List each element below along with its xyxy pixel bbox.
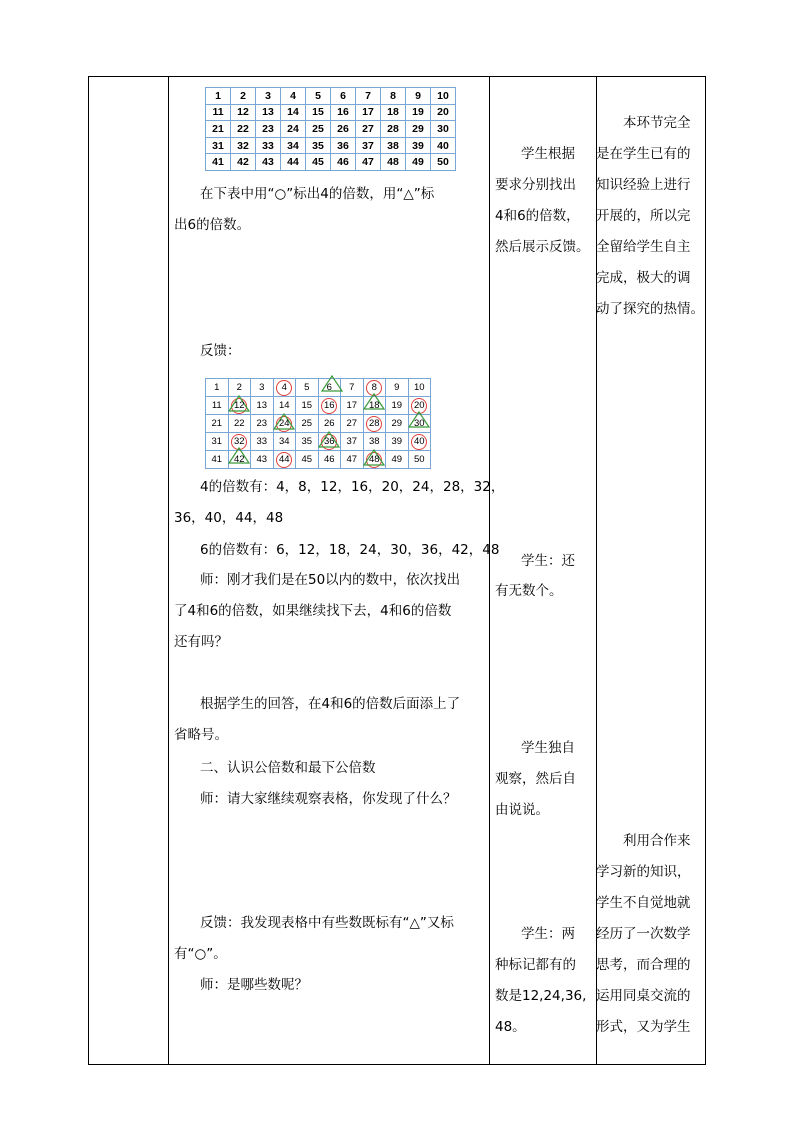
- design-intent-2-line-1: 利用合作来: [623, 833, 691, 849]
- table-cell: [363, 415, 386, 433]
- student-activity-3-line-1: 学生独自: [521, 740, 575, 756]
- table-cell: [228, 451, 251, 469]
- teacher-question-line-2: 了4和6的倍数，如果继续找下去，4和6的倍数: [174, 603, 452, 619]
- table-cell: 13: [256, 104, 281, 121]
- design-intent-1-line-5: 全留给学生自主: [596, 239, 691, 255]
- table-cell: 3: [256, 88, 281, 105]
- table-cell: 33: [256, 137, 281, 154]
- section-heading: 二、认识公倍数和最下公倍数: [200, 760, 376, 776]
- table-cell: 11: [206, 104, 231, 121]
- table-cell: 36: [331, 137, 356, 154]
- cell-number: 19: [391, 400, 403, 411]
- cell-number: 10: [413, 382, 425, 393]
- circle-mark-icon: [321, 398, 337, 414]
- table-cell: 46: [331, 154, 356, 171]
- table-cell: 20: [431, 104, 456, 121]
- feedback-answer-line-2: 有“○”。: [174, 946, 227, 962]
- table-cell: [318, 379, 341, 397]
- table-cell: 24: [281, 121, 306, 138]
- student-activity-2-line-1: 学生：还: [521, 553, 575, 569]
- column-divider: [168, 77, 169, 1064]
- table-cell: [206, 379, 229, 397]
- table-cell: [408, 415, 431, 433]
- ellipsis-note-line-1: 根据学生的回答，在4和6的倍数后面添上了: [200, 696, 461, 712]
- teacher-question-line-3: 还有吗？: [174, 634, 228, 650]
- cell-number: 4: [281, 381, 287, 393]
- table-cell: 7: [356, 88, 381, 105]
- cell-number: 43: [256, 454, 268, 465]
- cell-number: 48: [368, 453, 380, 465]
- table-cell: 14: [281, 104, 306, 121]
- table-row: [206, 88, 456, 105]
- table-cell: [386, 451, 409, 469]
- table-cell: 38: [381, 137, 406, 154]
- design-intent-2-line-5: 思考，而合理的: [596, 957, 691, 973]
- design-intent-2-line-2: 学习新的知识，: [596, 864, 691, 880]
- table-cell: 8: [381, 88, 406, 105]
- table-cell: [206, 397, 229, 415]
- table-cell: [408, 451, 431, 469]
- table-cell: [296, 451, 319, 469]
- table-cell: 25: [306, 121, 331, 138]
- cell-number: 42: [233, 454, 245, 465]
- cell-number: 50: [413, 454, 425, 465]
- table-cell: 2: [231, 88, 256, 105]
- cell-number: 27: [346, 418, 358, 429]
- table-cell: [386, 379, 409, 397]
- cell-number: 11: [211, 400, 222, 411]
- cell-number: 26: [323, 418, 335, 429]
- design-intent-1-line-6: 完成，极大的调: [596, 270, 691, 286]
- cell-number: 46: [323, 454, 335, 465]
- table-cell: [386, 415, 409, 433]
- table-cell: 44: [281, 154, 306, 171]
- table-cell: [363, 397, 386, 415]
- table-cell: 31: [206, 137, 231, 154]
- table-cell: 49: [406, 154, 431, 171]
- table-row: [206, 154, 456, 171]
- cell-number: 34: [278, 436, 290, 447]
- circle-mark-icon: [366, 452, 382, 468]
- table-row: [206, 137, 456, 154]
- cell-number: 45: [301, 454, 313, 465]
- circle-mark-icon: [231, 398, 247, 414]
- multiples-of-4-line-1: 4的倍数有：4，8，12，16，20，24，28，32，: [200, 479, 505, 495]
- table-cell: 26: [331, 121, 356, 138]
- table-cell: 29: [406, 121, 431, 138]
- student-activity-1-line-1: 学生根据: [521, 146, 575, 162]
- design-intent-1-line-2: 是在学生已有的: [596, 146, 691, 162]
- table-cell: [273, 379, 296, 397]
- design-intent-1-line-3: 知识经验上进行: [596, 177, 691, 193]
- table-row: [206, 397, 431, 415]
- cell-number: 24: [278, 417, 290, 429]
- table-cell: [296, 379, 319, 397]
- student-activity-4-line-2: 种标记都有的: [495, 957, 576, 973]
- student-activity-4-line-4: 48。: [495, 1019, 526, 1035]
- table-cell: [386, 433, 409, 451]
- cell-number: 13: [256, 400, 268, 411]
- table-cell: [206, 415, 229, 433]
- triangle-marked-number: [369, 400, 380, 411]
- table-cell: [341, 397, 364, 415]
- cell-number: 32: [233, 435, 245, 447]
- table-cell: [251, 451, 274, 469]
- triangle-marked-number: [414, 418, 425, 429]
- circle-mark-icon: [411, 434, 427, 450]
- table-cell: 9: [406, 88, 431, 105]
- cell-number: 20: [413, 399, 425, 411]
- marked-number-table: [205, 378, 431, 469]
- table-cell: 37: [356, 137, 381, 154]
- feedback-answer-line-1: 反馈：我发现表格中有些数既标有“△”又标: [200, 915, 454, 931]
- cell-number: 39: [391, 436, 403, 447]
- cell-number: 41: [211, 454, 223, 465]
- table-cell: [228, 415, 251, 433]
- table-cell: [341, 433, 364, 451]
- table-cell: [206, 433, 229, 451]
- table-cell: [206, 451, 229, 469]
- table-cell: 42: [231, 154, 256, 171]
- table-cell: 17: [356, 104, 381, 121]
- table-cell: 39: [406, 137, 431, 154]
- student-activity-1-line-4: 然后展示反馈。: [495, 239, 590, 255]
- student-activity-1-line-3: 4和6的倍数，: [495, 208, 580, 224]
- table-cell: 50: [431, 154, 456, 171]
- cell-number: 12: [233, 399, 245, 411]
- number-table-1-50: [205, 87, 456, 171]
- cell-number: 16: [323, 399, 335, 411]
- cell-number: 47: [346, 454, 358, 465]
- student-activity-2-line-2: 有无数个。: [495, 583, 563, 599]
- cell-number: 6: [326, 382, 332, 393]
- design-intent-1-line-1: 本环节完全: [623, 115, 691, 131]
- instruction-line-2: 出6的倍数。: [174, 217, 251, 233]
- triangle-marked-number: [327, 382, 332, 393]
- cell-number: 38: [368, 436, 380, 447]
- ellipsis-note-line-2: 省略号。: [174, 727, 228, 743]
- cell-number: 18: [368, 400, 380, 411]
- table-cell: [251, 397, 274, 415]
- table-cell: [363, 451, 386, 469]
- table-cell: [318, 451, 341, 469]
- table-row: [206, 104, 456, 121]
- table-cell: [273, 433, 296, 451]
- table-cell: 23: [256, 121, 281, 138]
- triangle-marked-number: [234, 454, 245, 465]
- table-cell: [341, 379, 364, 397]
- cell-number: 3: [259, 382, 265, 393]
- teacher-which: 师：是哪些数呢？: [200, 977, 308, 993]
- student-activity-4-line-3: 数是12,24,36,: [495, 988, 587, 1004]
- table-row: [206, 121, 456, 138]
- table-cell: 19: [406, 104, 431, 121]
- cell-number: 23: [256, 418, 268, 429]
- table-cell: [251, 415, 274, 433]
- table-cell: 4: [281, 88, 306, 105]
- design-intent-2-line-7: 形式，又为学生: [596, 1019, 691, 1035]
- student-activity-3-line-3: 由说说。: [495, 802, 549, 818]
- table-cell: 45: [306, 154, 331, 171]
- cell-number: 8: [371, 381, 377, 393]
- table-cell: [408, 433, 431, 451]
- table-cell: [296, 415, 319, 433]
- design-intent-2-line-3: 学生不自觉地就: [596, 895, 691, 911]
- table-cell: 22: [231, 121, 256, 138]
- student-activity-3-line-2: 观察，然后自: [495, 771, 576, 787]
- cell-number: 33: [256, 436, 268, 447]
- cell-number: 5: [304, 382, 310, 393]
- table-cell: 40: [431, 137, 456, 154]
- table-cell: [296, 397, 319, 415]
- table-cell: [228, 397, 251, 415]
- multiples-of-6: 6的倍数有：6，12，18，24，30，36，42，48: [200, 542, 500, 558]
- design-intent-2-line-4: 经历了一次数学: [596, 926, 691, 942]
- design-intent-2-line-6: 运用同桌交流的: [596, 988, 691, 1004]
- design-intent-1-line-7: 动了探究的热情。: [596, 301, 704, 317]
- table-cell: 21: [206, 121, 231, 138]
- table-cell: 5: [306, 88, 331, 105]
- teacher-question-line-1: 师：刚才我们是在50以内的数中，依次找出: [200, 572, 461, 588]
- table-cell: [273, 415, 296, 433]
- table-cell: 18: [381, 104, 406, 121]
- cell-number: 37: [346, 436, 358, 447]
- cell-number: 49: [391, 454, 403, 465]
- cell-number: 21: [211, 418, 223, 429]
- multiples-of-4-line-2: 36，40，44，48: [174, 510, 284, 526]
- table-cell: 32: [231, 137, 256, 154]
- table-cell: [341, 451, 364, 469]
- table-cell: 47: [356, 154, 381, 171]
- table-cell: 12: [231, 104, 256, 121]
- table-cell: 41: [206, 154, 231, 171]
- cell-number: 25: [301, 418, 313, 429]
- table-cell: 16: [331, 104, 356, 121]
- circle-mark-icon: [276, 452, 292, 468]
- cell-number: 9: [394, 382, 400, 393]
- cell-number: 7: [349, 382, 355, 393]
- table-cell: 34: [281, 137, 306, 154]
- cell-number: 29: [391, 418, 403, 429]
- table-cell: 35: [306, 137, 331, 154]
- cell-number: 35: [301, 436, 313, 447]
- table-cell: 10: [431, 88, 456, 105]
- cell-number: 40: [413, 435, 425, 447]
- student-activity-4-line-1: 学生：两: [521, 926, 575, 942]
- table-cell: 43: [256, 154, 281, 171]
- table-cell: 6: [331, 88, 356, 105]
- table-row: [206, 451, 431, 469]
- table-cell: [296, 433, 319, 451]
- table-cell: [408, 379, 431, 397]
- design-intent-1-line-4: 开展的，所以完: [596, 208, 691, 224]
- cell-number: 15: [301, 400, 313, 411]
- table-cell: [341, 415, 364, 433]
- circle-mark-icon: [366, 416, 382, 432]
- circle-mark-icon: [276, 380, 292, 396]
- cell-number: 1: [214, 382, 220, 393]
- cell-number: 44: [278, 453, 290, 465]
- cell-number: 28: [368, 417, 380, 429]
- circle-mark-icon: [321, 434, 337, 450]
- table-cell: [273, 451, 296, 469]
- table-cell: [318, 397, 341, 415]
- column-divider: [489, 77, 490, 1064]
- teacher-observe: 师：请大家继续观察表格，你发现了什么？: [200, 791, 457, 807]
- table-cell: 48: [381, 154, 406, 171]
- table-cell: 27: [356, 121, 381, 138]
- cell-number: 31: [211, 436, 223, 447]
- cell-number: 2: [236, 382, 242, 393]
- instruction-line-1: 在下表中用“○”标出4的倍数，用“△”标: [200, 186, 435, 202]
- table-cell: [386, 397, 409, 415]
- table-cell: 30: [431, 121, 456, 138]
- table-cell: [251, 379, 274, 397]
- cell-number: 14: [278, 400, 290, 411]
- table-cell: 1: [206, 88, 231, 105]
- table-cell: 28: [381, 121, 406, 138]
- table-cell: [251, 433, 274, 451]
- cell-number: 22: [233, 418, 245, 429]
- feedback-label: 反馈：: [200, 343, 241, 359]
- cell-number: 17: [346, 400, 358, 411]
- cell-number: 36: [323, 435, 335, 447]
- circle-mark-icon: [276, 416, 292, 432]
- table-cell: [318, 433, 341, 451]
- cell-number: 30: [413, 418, 425, 429]
- table-cell: 15: [306, 104, 331, 121]
- student-activity-1-line-2: 要求分别找出: [495, 177, 576, 193]
